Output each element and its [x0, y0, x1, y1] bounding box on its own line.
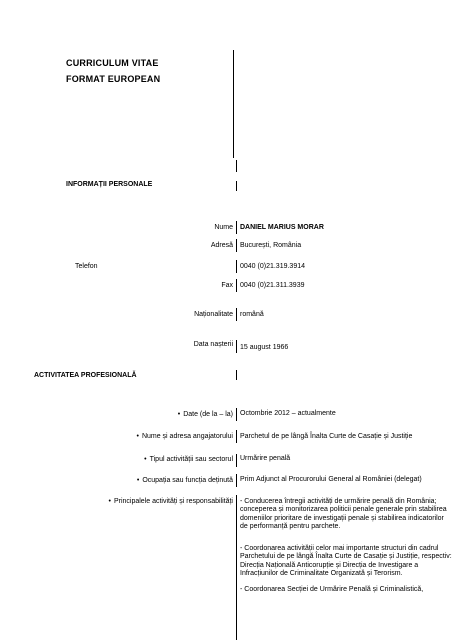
duty-paragraph: - Conducerea întregii activități de urmărire penală din România; conceperea și monitorizarea politicii penale generale prin stabilirea domeniilor prioritare de investigații penale și stabilirea indicatorilor de performanță pentru parchete. — [240, 498, 447, 530]
duties-label: • Principalele activități și responsabilități — [108, 498, 233, 505]
position-value: Prim Adjunct al Procurorului General al României (delegat) — [240, 476, 422, 483]
phone-value: 0040 (0)21.319.3914 — [240, 263, 305, 270]
nationality-value: română — [240, 311, 264, 318]
birth-date-label: Data nașterii — [193, 341, 233, 348]
divider-segment — [236, 495, 237, 640]
divider-segment — [236, 260, 237, 273]
duty-paragraph: - Coordonarea activității celor mai importante structuri din cadrul Parchetului de pe lângă Înalta Curte de Casație și Justiție, respectiv: Direcția Națională Anticorupție și Direcția de Investigare a Infracțiunilor de Criminalitate Organizată și Terorism. — [240, 545, 452, 577]
sector-value: Urmărire penală — [240, 455, 291, 462]
dates-label: • Date (de la – la) — [178, 411, 233, 418]
divider-segment — [236, 430, 237, 443]
divider-segment — [236, 308, 237, 321]
divider-segment — [236, 370, 237, 380]
divider-segment — [236, 221, 237, 234]
address-label: Adresă — [210, 242, 233, 249]
position-label: • Ocupația sau funcția deținută — [137, 477, 233, 484]
name-label: Nume — [214, 224, 233, 231]
sector-label: • Tipul activității sau sectorul — [144, 456, 233, 463]
divider-segment — [236, 340, 237, 353]
birth-date-value: 15 august 1966 — [240, 344, 289, 351]
divider-segment — [236, 474, 237, 487]
divider-segment — [236, 408, 237, 421]
cv-title: CURRICULUM VITAE — [66, 58, 159, 68]
address-value: București, România — [240, 242, 302, 249]
duty-paragraph: - Coordonarea Secției de Urmărire Penală și Criminalistică, — [240, 586, 424, 593]
name-value: DANIEL MARIUS MORAR — [240, 224, 324, 231]
phone-label: Telefon — [75, 263, 98, 270]
divider-segment — [236, 454, 237, 467]
employer-value: Parchetul de pe lângă Înalta Curte de Casație și Justiție — [240, 433, 413, 440]
employer-label: • Nume și adresa angajatorului — [136, 433, 233, 440]
divider-segment — [236, 181, 237, 191]
nationality-label: Naționalitate — [194, 311, 233, 318]
cv-format-title: FORMAT EUROPEAN — [66, 74, 161, 84]
fax-value: 0040 (0)21.311.3939 — [240, 282, 305, 289]
header-divider — [233, 50, 234, 158]
fax-label: Fax — [221, 282, 233, 289]
professional-activity-heading: ACTIVITATEA PROFESIONALĂ — [34, 372, 137, 379]
divider-segment — [236, 160, 237, 172]
divider-segment — [236, 239, 237, 252]
divider-segment — [236, 279, 237, 292]
personal-info-heading: INFORMAȚII PERSONALE — [66, 181, 153, 188]
dates-value: Octombrie 2012 – actualmente — [240, 410, 336, 417]
